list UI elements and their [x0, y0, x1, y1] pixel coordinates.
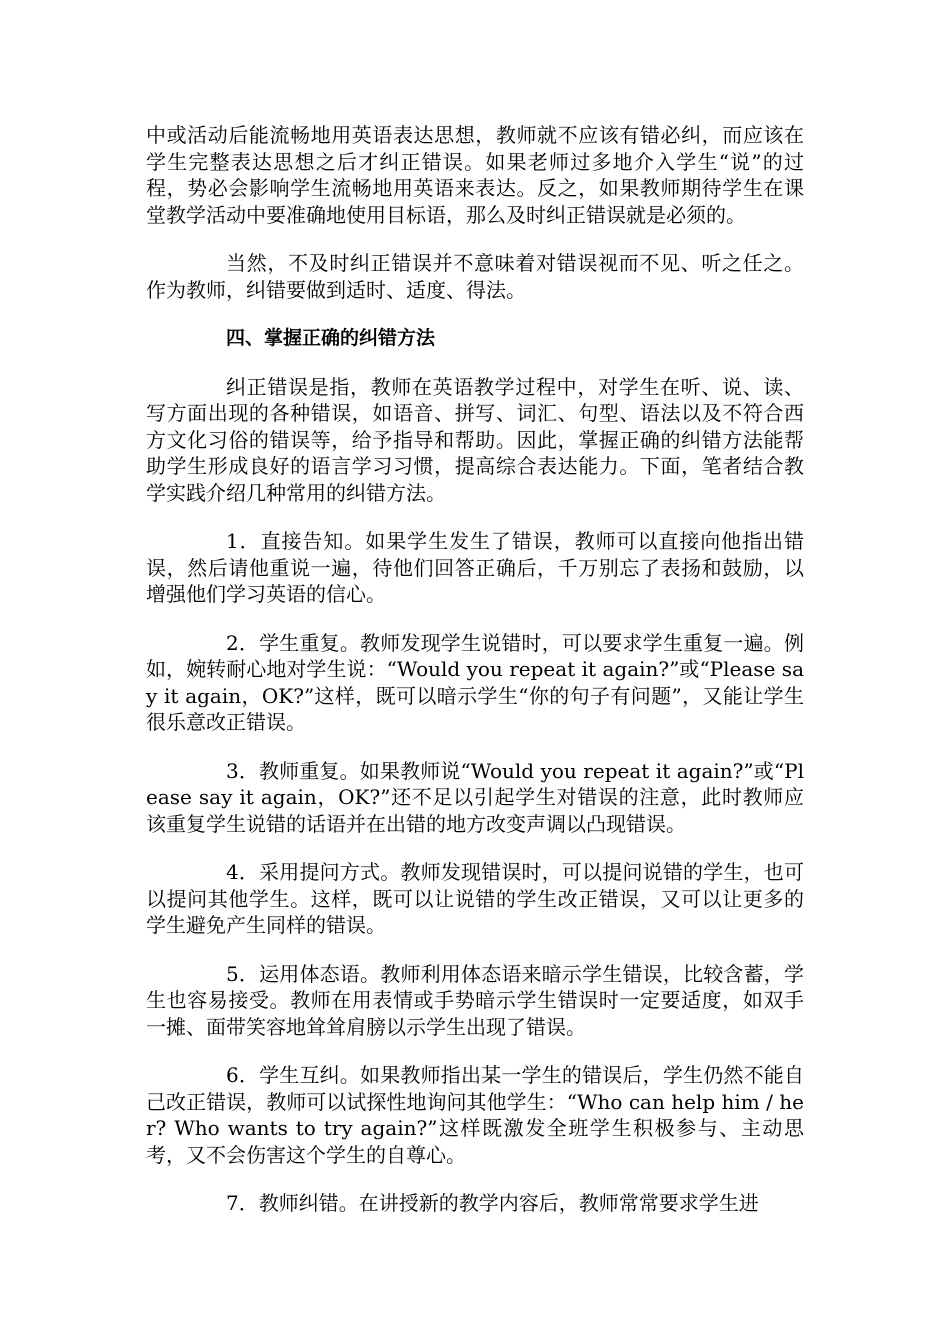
paragraph-method-4: 4．采用提问方式。教师发现错误时，可以提问说错的学生，也可以提问其他学生。这样，既可以让说错的学生改正错误，又可以让更多的学生避免产生同样的错误。 — [146, 860, 804, 937]
paragraph-method-2: 2．学生重复。教师发现学生说错时，可以要求学生重复一遍。例如，婉转耐心地对学生说：“Would you repeat it again?”或“Please say it again，OK?”这样，既可以暗示学生“你的句子有问题”，又能让学生很乐意改正错误。 — [146, 630, 804, 734]
paragraph-method-5: 5．运用体态语。教师利用体态语来暗示学生错误，比较含蓄，学生也容易接受。教师在用表情或手势暗示学生错误时一定要适度，如双手一摊、面带笑容地耸耸肩膀以示学生出现了错误。 — [146, 961, 804, 1039]
document-page — [146, 122, 804, 1239]
section-heading: 四、掌握正确的纠错方法 — [226, 327, 436, 349]
paragraph-method-6: 6．学生互纠。如果教师指出某一学生的错误后，学生仍然不能自己改正错误，教师可以试探性地询问其他学生：“Who can help him / her? Who wants to try again?”这样既激发全班学生积极参与、主动思考，又不会伤害这个学生的自尊心。 — [146, 1063, 804, 1167]
paragraph-method-1: 1．直接告知。如果学生发生了错误，教师可以直接向他指出错误，然后请他重说一遍，待他们回答正确后，千万别忘了表扬和鼓励，以增强他们学习英语的信心。 — [146, 529, 804, 606]
paragraph-method-3: 3．教师重复。如果教师说“Would you repeat it again?”或“Please say it again，OK?”还不足以引起学生对错误的注意，此时教师应该重复学生说错的话语并在出错的地方改变声调以凸现错误。 — [146, 758, 804, 836]
paragraph-definition: 纠正错误是指，教师在英语教学过程中，对学生在听、说、读、写方面出现的各种错误，如语音、拼写、词汇、句型、语法以及不符合西方文化习俗的错误等，给予指导和帮助。因此，掌握正确的纠错方法能帮助学生形成良好的语言学习习惯，提高综合表达能力。下面，笔者结合教学实践介绍几种常用的纠错方法。 — [146, 374, 804, 505]
paragraph-method-7: 7．教师纠错。在讲授新的教学内容后，教师常常要求学生进 — [226, 1191, 759, 1215]
paragraph-timely-correction: 当然，不及时纠正错误并不意味着对错误视而不见、听之任之。作为教师，纠错要做到适时、适度、得法。 — [146, 251, 804, 302]
paragraph-continuation: 中或活动后能流畅地用英语表达思想，教师就不应该有错必纠，而应该在学生完整表达思想之后才纠正错误。如果老师过多地介入学生“说”的过程，势必会影响学生流畅地用英语来表达。反之，如果教师期待学生在课堂教学活动中要准确地使用目标语，那么及时纠正错误就是必须的。 — [146, 123, 804, 227]
